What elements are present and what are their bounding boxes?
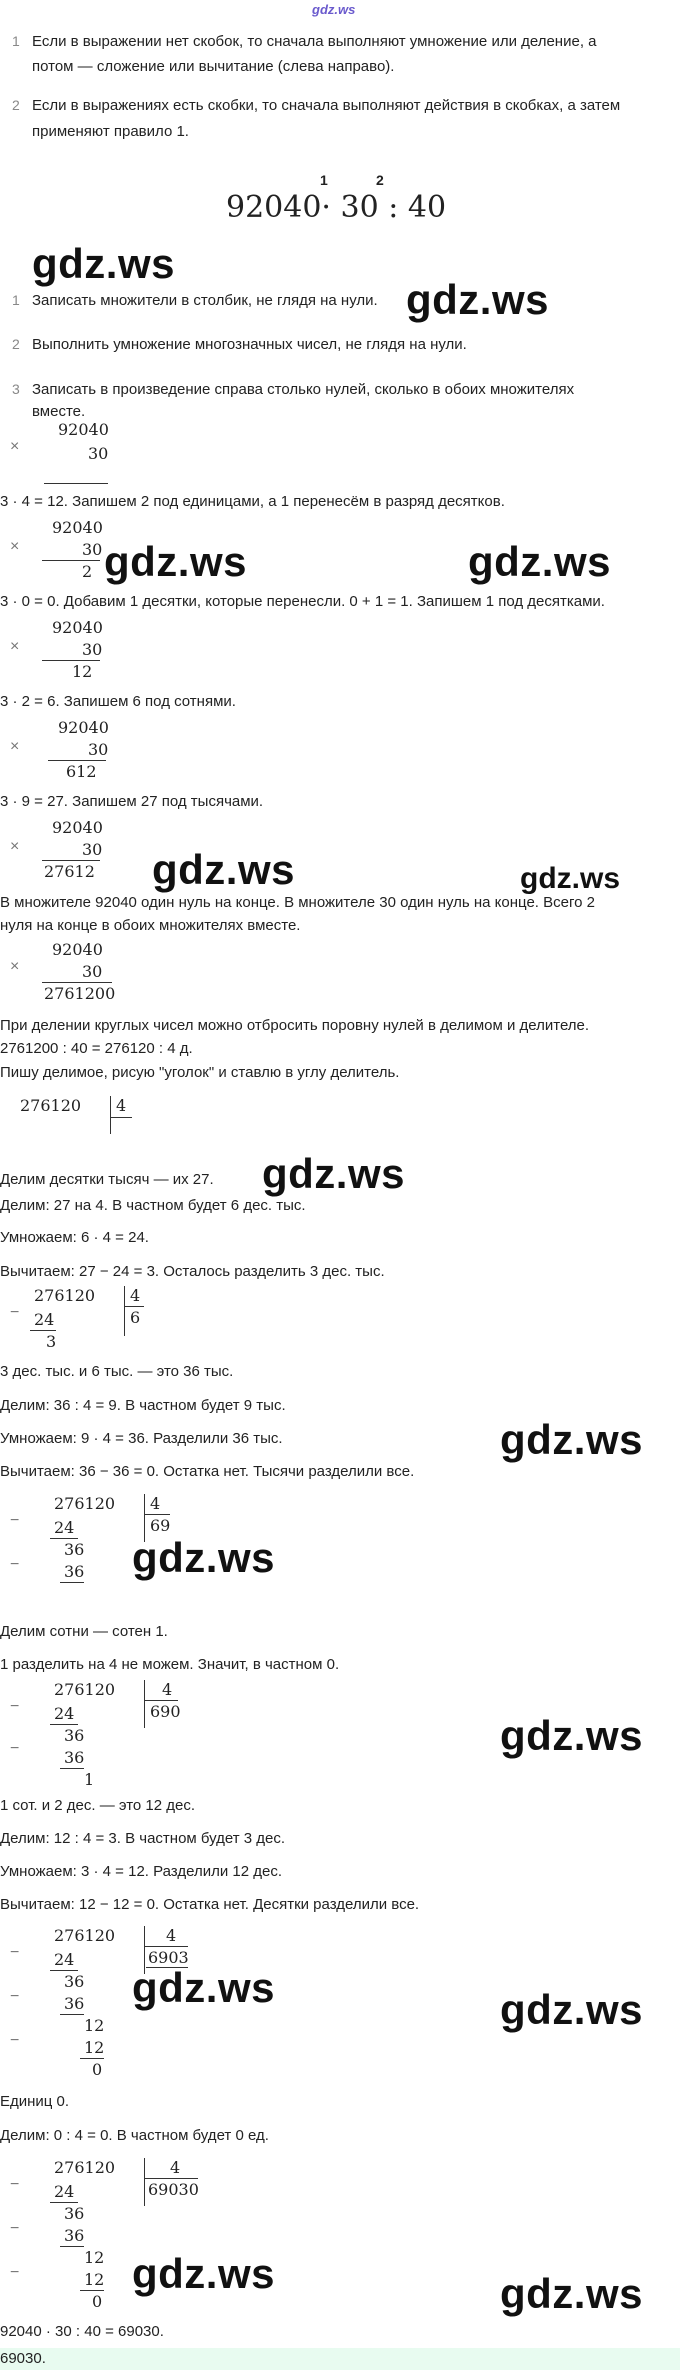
multiply-sign: × bbox=[10, 738, 20, 755]
product-result: 2761200 bbox=[44, 984, 116, 1003]
multiplicand: 92040 bbox=[52, 940, 103, 959]
dividend: 276120 bbox=[54, 1680, 116, 1699]
partial-result: 612 bbox=[66, 762, 97, 781]
divisor: 4 bbox=[162, 1680, 173, 1699]
remainder: 1 bbox=[84, 1770, 95, 1789]
watermark: gdz.ws bbox=[500, 1712, 644, 1759]
corner-vertical bbox=[110, 1096, 111, 1134]
minus-sign: − bbox=[10, 2220, 20, 2237]
watermark: gdz.ws bbox=[132, 1964, 276, 2011]
rule-text: потом — сложение или вычитание (слева направо). bbox=[32, 58, 395, 75]
subtract-line bbox=[50, 1970, 78, 1971]
watermark: gdz.ws bbox=[500, 1986, 644, 2033]
explanation: Делим: 27 на 4. В частном будет 6 дес. тыс. bbox=[0, 1197, 306, 1214]
result-line bbox=[42, 860, 100, 861]
watermark: gdz.ws bbox=[500, 2270, 644, 2317]
partial-result: 12 bbox=[72, 662, 93, 681]
rule-text: Если в выражении нет скобок, то сначала выполняют умножение или деление, а bbox=[32, 33, 597, 50]
quotient: 6903 bbox=[148, 1948, 189, 1967]
quotient: 69030 bbox=[148, 2180, 199, 2199]
partial-result: 2 bbox=[82, 562, 93, 581]
explanation: В множителе 92040 один нуль на конце. В множителе 30 один нуль на конце. Всего 2 bbox=[0, 894, 595, 911]
subtrahend: 12 bbox=[84, 2038, 105, 2057]
watermark: gdz.ws bbox=[500, 1416, 644, 1463]
multiplier: 30 bbox=[82, 540, 103, 559]
explanation: 3 · 4 = 12. Запишем 2 под единицами, а 1 перенесём в разряд десятков. bbox=[0, 493, 505, 510]
corner-horizontal bbox=[144, 1946, 188, 1947]
subtract-line bbox=[30, 1330, 56, 1331]
final-result: 92040 · 30 : 40 = 69030. bbox=[0, 2323, 164, 2340]
multiply-sign: × bbox=[10, 958, 20, 975]
multiply-sign: × bbox=[10, 838, 20, 855]
multiplier: 30 bbox=[82, 962, 103, 981]
order-mark-2: 2 bbox=[376, 172, 384, 188]
partial-dividend: 36 bbox=[64, 1972, 85, 1991]
rule-text: применяют правило 1. bbox=[32, 123, 189, 140]
corner-horizontal bbox=[144, 1514, 170, 1515]
remainder: 0 bbox=[92, 2060, 103, 2079]
result-line bbox=[48, 760, 106, 761]
answer: 69030. bbox=[0, 2350, 46, 2367]
quotient: 6 bbox=[130, 1308, 141, 1327]
step-text: Записать в произведение справа столько нулей, сколько в обоих множителях bbox=[32, 381, 575, 398]
watermark: gdz.ws bbox=[262, 1150, 406, 1197]
result-line bbox=[44, 483, 108, 484]
minus-sign: − bbox=[10, 1512, 20, 1529]
explanation: Делим десятки тысяч — их 27. bbox=[0, 1171, 214, 1188]
minus-sign: − bbox=[10, 1698, 20, 1715]
watermark: gdz.ws bbox=[132, 1534, 276, 1581]
step-text: вместе. bbox=[32, 403, 86, 420]
multiplier: 30 bbox=[82, 640, 103, 659]
corner-vertical bbox=[144, 2158, 145, 2206]
corner-horizontal bbox=[144, 1700, 178, 1701]
watermark: gdz.ws bbox=[132, 2250, 276, 2297]
rule-text: Если в выражениях есть скобки, то сначала выполняют действия в скобках, а затем bbox=[32, 97, 621, 114]
rule-number: 1 bbox=[12, 33, 20, 49]
multiplicand: 92040 bbox=[52, 818, 103, 837]
subtract-line bbox=[60, 1582, 84, 1583]
subtract-line bbox=[60, 2246, 84, 2247]
explanation: Вычитаем: 36 − 36 = 0. Остатка нет. Тысячи разделили все. bbox=[0, 1463, 415, 1480]
quotient: 690 bbox=[150, 1702, 181, 1721]
multiplicand: 92040 bbox=[52, 518, 103, 537]
order-mark-1: 1 bbox=[320, 172, 328, 188]
explanation: Пишу делимое, рисую "уголок" и ставлю в углу делитель. bbox=[0, 1064, 400, 1081]
subtract-line bbox=[60, 2014, 84, 2015]
subtract-line bbox=[80, 2290, 104, 2291]
partial-dividend: 12 bbox=[84, 2248, 105, 2267]
divisor: 4 bbox=[116, 1096, 127, 1115]
explanation: 3 · 9 = 27. Запишем 27 под тысячами. bbox=[0, 793, 264, 810]
expression: 92040· 30 : 40 bbox=[226, 190, 447, 225]
step-number: 1 bbox=[12, 292, 20, 308]
remainder: 3 bbox=[46, 1332, 57, 1351]
explanation: 3 дес. тыс. и 6 тыс. — это 36 тыс. bbox=[0, 1363, 234, 1380]
minus-sign: − bbox=[10, 2264, 20, 2281]
divisor: 4 bbox=[170, 2158, 181, 2177]
minus-sign: − bbox=[10, 2176, 20, 2193]
multiply-sign: × bbox=[10, 538, 20, 555]
multiplicand: 92040 bbox=[58, 718, 109, 737]
divisor: 4 bbox=[150, 1494, 161, 1513]
explanation: Делим: 12 : 4 = 3. В частном будет 3 дес. bbox=[0, 1830, 286, 1847]
result-line bbox=[42, 982, 112, 983]
explanation: 1 разделить на 4 не можем. Значит, в частном 0. bbox=[0, 1656, 340, 1673]
subtrahend: 24 bbox=[54, 1950, 75, 1969]
remainder: 0 bbox=[92, 2292, 103, 2311]
subtract-line bbox=[80, 2058, 104, 2059]
multiplicand: 92040 bbox=[52, 618, 103, 637]
explanation: 2761200 : 40 = 276120 : 4 д. bbox=[0, 1040, 193, 1057]
subtrahend: 12 bbox=[84, 2270, 105, 2289]
explanation: При делении круглых чисел можно отбросить поровну нулей в делимом и делителе. bbox=[0, 1017, 590, 1034]
corner-vertical bbox=[144, 1680, 145, 1728]
watermark: gdz.ws bbox=[468, 538, 612, 585]
dividend: 276120 bbox=[34, 1286, 96, 1305]
explanation: нуля на конце в обоих множителях вместе. bbox=[0, 917, 301, 934]
result-line bbox=[42, 560, 100, 561]
divisor: 4 bbox=[130, 1286, 141, 1305]
multiplier: 30 bbox=[88, 740, 109, 759]
subtrahend: 36 bbox=[64, 1748, 85, 1767]
subtrahend: 24 bbox=[54, 2182, 75, 2201]
step-text: Выполнить умножение многозначных чисел, не глядя на нули. bbox=[32, 336, 467, 353]
multiplier: 30 bbox=[82, 840, 103, 859]
dividend: 276120 bbox=[20, 1096, 82, 1115]
multiplicand: 92040 bbox=[58, 420, 109, 439]
dividend: 276120 bbox=[54, 1926, 116, 1945]
explanation: Единиц 0. bbox=[0, 2093, 70, 2110]
partial-dividend: 36 bbox=[64, 2204, 85, 2223]
subtrahend: 24 bbox=[54, 1518, 75, 1537]
multiply-sign: × bbox=[10, 438, 20, 455]
minus-sign: − bbox=[10, 1944, 20, 1961]
corner-horizontal bbox=[124, 1306, 144, 1307]
subtract-line bbox=[50, 1538, 78, 1539]
explanation: Делим: 36 : 4 = 9. В частном будет 9 тыс. bbox=[0, 1397, 286, 1414]
watermark: gdz.ws bbox=[520, 862, 621, 895]
watermark: gdz.ws bbox=[32, 240, 176, 287]
explanation: 3 · 2 = 6. Запишем 6 под сотнями. bbox=[0, 693, 236, 710]
corner-horizontal bbox=[144, 2178, 198, 2179]
watermark: gdz.ws bbox=[152, 846, 296, 893]
explanation: Умножаем: 9 · 4 = 36. Разделили 36 тыс. bbox=[0, 1430, 283, 1447]
subtract-line bbox=[60, 1768, 84, 1769]
minus-sign: − bbox=[10, 1556, 20, 1573]
explanation: Умножаем: 3 · 4 = 12. Разделили 12 дес. bbox=[0, 1863, 282, 1880]
divisor: 4 bbox=[166, 1926, 177, 1945]
subtrahend: 24 bbox=[34, 1310, 55, 1329]
corner-vertical bbox=[124, 1286, 125, 1336]
explanation: Умножаем: 6 · 4 = 24. bbox=[0, 1229, 149, 1246]
explanation: 3 · 0 = 0. Добавим 1 десятки, которые перенесли. 0 + 1 = 1. Запишем 1 под десятками. bbox=[0, 593, 605, 610]
multiply-sign: × bbox=[10, 638, 20, 655]
explanation: Вычитаем: 27 − 24 = 3. Осталось разделить 3 дес. тыс. bbox=[0, 1263, 385, 1280]
explanation: 1 сот. и 2 дес. — это 12 дес. bbox=[0, 1797, 196, 1814]
rule-number: 2 bbox=[12, 97, 20, 113]
multiplier: 30 bbox=[88, 444, 109, 463]
answer-bar bbox=[0, 2348, 680, 2370]
dividend: 276120 bbox=[54, 2158, 116, 2177]
step-number: 2 bbox=[12, 336, 20, 352]
watermark: gdz.ws bbox=[104, 538, 248, 585]
step-text: Записать множители в столбик, не глядя на нули. bbox=[32, 292, 378, 309]
subtrahend: 36 bbox=[64, 1562, 85, 1581]
minus-sign: − bbox=[10, 1740, 20, 1757]
step-number: 3 bbox=[12, 381, 20, 397]
subtract-line bbox=[50, 1724, 78, 1725]
subtrahend: 24 bbox=[54, 1704, 75, 1723]
explanation: Вычитаем: 12 − 12 = 0. Остатка нет. Десятки разделили все. bbox=[0, 1896, 420, 1913]
partial-dividend: 36 bbox=[64, 1726, 85, 1745]
minus-sign: − bbox=[10, 2032, 20, 2049]
quotient: 69 bbox=[150, 1516, 171, 1535]
subtrahend: 36 bbox=[64, 1994, 85, 2013]
minus-sign: − bbox=[10, 1988, 20, 2005]
explanation: Делим сотни — сотен 1. bbox=[0, 1623, 168, 1640]
header-logo[interactable]: gdz.ws bbox=[312, 2, 356, 17]
corner-horizontal bbox=[110, 1117, 132, 1118]
partial-dividend: 36 bbox=[64, 1540, 85, 1559]
partial-dividend: 12 bbox=[84, 2016, 105, 2035]
partial-result: 27612 bbox=[44, 862, 95, 881]
subtract-line bbox=[50, 2202, 78, 2203]
result-line bbox=[42, 660, 100, 661]
explanation: Делим: 0 : 4 = 0. В частном будет 0 ед. bbox=[0, 2127, 269, 2144]
minus-sign: − bbox=[10, 1304, 20, 1321]
dividend: 276120 bbox=[54, 1494, 116, 1513]
watermark: gdz.ws bbox=[406, 276, 550, 323]
subtrahend: 36 bbox=[64, 2226, 85, 2245]
